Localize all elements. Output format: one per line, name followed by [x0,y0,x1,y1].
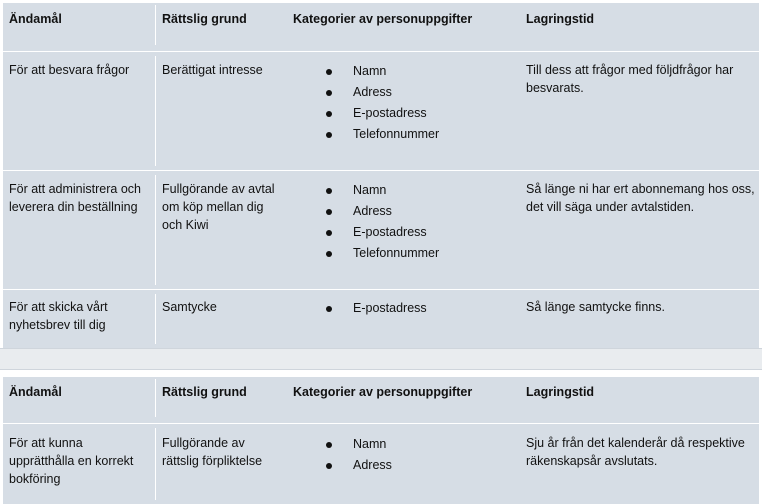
row-legal-basis: Berättigat intresse [162,63,263,77]
row-purpose: För att besvara frågor [9,63,130,77]
row-storage: Så länge samtycke finns. [526,300,665,314]
row-categories [293,171,508,289]
header-purpose: Ändamål [9,12,62,26]
list-item: Telefonnummer [293,243,508,264]
row-purpose: För att kunna upprätthålla en korrekt bokföring [9,436,134,486]
table-2 [3,377,759,504]
column-separator [155,5,156,45]
page-gap [0,348,762,370]
header-legal-basis: Rättslig grund [162,12,247,26]
header-storage: Lagringstid [526,385,595,399]
column-separator [155,294,156,344]
header-categories: Kategorier av personuppgifter [293,385,473,399]
column-separator [155,175,156,285]
row-purpose: För att skicka vårt nyhetsbrev till dig [9,300,108,332]
list-item: Namn [293,61,508,82]
list-item: E-postadress [293,103,508,124]
list-item: Adress [293,201,508,222]
table-row [3,52,759,171]
table-header-row [3,377,759,424]
table-row [3,171,759,290]
list-item: E-postadress [293,298,508,319]
row-categories [293,52,508,170]
list-item: Adress [293,455,508,476]
row-purpose: För att administrera och leverera din beställning [9,182,141,214]
list-item: Namn [293,180,508,201]
column-separator [155,428,156,500]
table-row [3,424,759,504]
list-item: Telefonnummer [293,124,508,145]
row-storage: Så länge ni har ert abonnemang hos oss, det vill säga under avtalstiden. [526,182,755,214]
list-item: Namn [293,434,508,455]
table-row [3,290,759,348]
header-storage: Lagringstid [526,12,595,26]
header-legal-basis: Rättslig grund [162,385,247,399]
row-categories [293,290,508,348]
list-item: E-postadress [293,222,508,243]
column-separator [155,379,156,417]
row-storage: Till dess att frågor med följdfrågor har besvarats. [526,63,734,95]
table-header-row [3,3,759,52]
list-item: Adress [293,82,508,103]
table-1 [3,3,759,348]
row-legal-basis: Fullgörande av avtal om köp mellan dig och Kiwi [162,182,275,232]
column-separator [155,56,156,166]
row-categories [293,424,508,504]
header-categories: Kategorier av personuppgifter [293,12,473,26]
row-legal-basis: Fullgörande av rättslig förpliktelse [162,436,263,468]
row-storage: Sju år från det kalenderår då respektive räkenskapsår avslutats. [526,436,745,468]
header-purpose: Ändamål [9,385,62,399]
row-legal-basis: Samtycke [162,300,217,314]
